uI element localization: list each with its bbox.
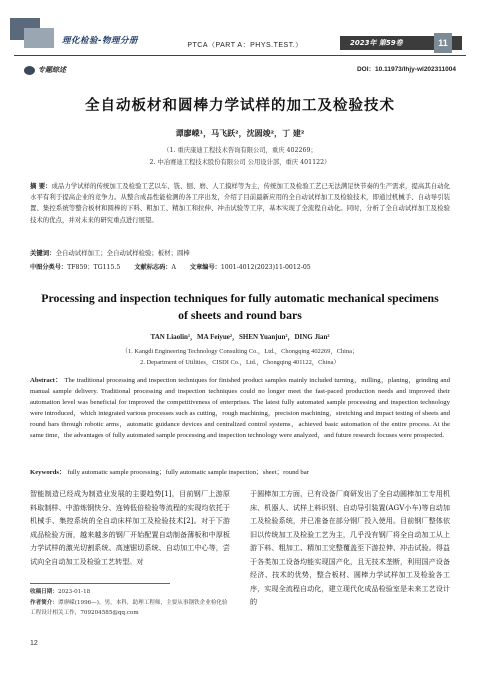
- document-code-value: A: [171, 264, 176, 271]
- received-label: 收稿日期：: [30, 589, 58, 595]
- issue-number: 11: [434, 33, 452, 53]
- body-column-left: 智能制造已经成为制造业发展的主要趋势[1]，目前钢厂上游原料取制样、中游炼钢快分、连铸低倍检验等流程的实现均依托于机械手、集控系统的全自动床样加工及检验技术[2]。对于下游成品检验方面，越来越多的钢厂开始配置自动制备薄板和中厚板力学试样的激光切割系统、高速锯切系统、自动加工中心等，尝试向全自动加工及检验工艺转型。对: [30, 489, 230, 566]
- article-number-label: 文章编号：: [189, 264, 221, 271]
- author-bio-text: 谭廖嵘(1996—)，男，本科，助理工程师，主要从事钢铁企业检化验工程设计相关工作，709204585@qq.com: [30, 600, 228, 616]
- chinese-abstract: [30, 181, 450, 226]
- chinese-abstract-label: 摘 要：: [30, 182, 52, 190]
- chinese-abstract-text: 成品力学试样的传统加工及检验工艺以车、铣、刨、磨、人工摸样等为主，传统加工及检验工艺已无法满足快节奏的生产需求，提高其自动化水平有利于提高企业的竞争力。从整合成品性能检测的各工序出发，介绍了目前最新应用的全自动试样加工及检验技术，即通过机械手、自动导引装置、集控系统等整合板材和圆棒的下料、粗加工、精加工和拉伸、冲击试验等工序，基本实现了全流程自动化。同时，分析了全自动试样加工及检验技术的优点，并对未来的研究重点进行展望。: [30, 182, 450, 224]
- journal-header: [0, 0, 480, 56]
- body-column-right: 于圆棒加工方面，已有设备厂商研发出了全自动圆棒加工专用机床、机器人、试样上料识别、自动导引装置(AGV小车)等自动加工及检验系统，并已准备在部分钢厂投入使用。目前钢厂整体依旧以传统加工及检验工艺为主，几乎没有钢厂将全自动加工从上游下料、粗加工、精加工完整覆盖至下游拉伸、冲击试验。得益于各类加工设备均能实现国产化，且无技术垄断，利用国产设备经济、技术的优势，整合板材、圆棒力学试样加工及检验各工序，实现全流程自动化，建立现代化成品检验室是未来工艺设计的: [250, 489, 450, 606]
- doi: DOI：10.11973/lhjy-wl202311004: [356, 66, 456, 73]
- chinese-authors: 谭廖嵘¹，马飞跃²，沈圆竣²，丁 建²: [175, 129, 305, 138]
- chinese-keywords: [30, 248, 450, 257]
- section-tag: [24, 64, 66, 76]
- classification-label: 中图分类号：: [30, 264, 68, 271]
- english-abstract: [30, 376, 450, 441]
- header-divider: [14, 55, 466, 56]
- document-code-label: 文献标志码：: [134, 264, 172, 271]
- section-bullet-icon: [24, 66, 35, 75]
- english-keywords-label: Keywords：: [30, 469, 66, 476]
- article-number-value: 1001-4012(2023)11-0012-05: [220, 264, 311, 271]
- classification-row: [30, 262, 450, 271]
- classification-value: TF859；TG115.5: [67, 264, 121, 271]
- english-affiliation-1: （1. Kangdi Engineering Technology Consulting Co.，Ltd.，Chongqing 402269，China；: [121, 348, 359, 355]
- section-tag-label: 专题综述: [38, 66, 66, 74]
- received-date: [30, 587, 230, 597]
- english-keywords-text: fully automatic sample processing；fully automatic sample inspection；sheet；round bar: [67, 469, 309, 476]
- english-affiliation-2: 2. Department of Utilities，CISDI Co.，Ltd.，Chongqing 401122，China）: [140, 359, 340, 366]
- chinese-title: 全自动板材和圆棒力学试样的加工及检验技术: [85, 98, 395, 114]
- issue-label: 2023年 第59卷: [340, 36, 462, 50]
- journal-name: 理化检验-物理分册: [62, 36, 139, 46]
- chinese-affiliation-2: 2. 中冶赛迪工程技术股份有限公司 公用设计部，重庆 401122）: [149, 159, 331, 166]
- document-code: [134, 262, 176, 271]
- footnote-divider: [30, 583, 170, 584]
- chinese-keywords-text: 全自动试样加工；全自动试样检验；板材；圆棒: [55, 249, 190, 257]
- journal-english-name: PTCA（PART A：PHYS.TEST.）: [187, 42, 303, 49]
- author-bio: [30, 598, 230, 618]
- author-bio-label: 作者简介：: [30, 600, 58, 606]
- received-value: 2023-01-18: [57, 589, 91, 595]
- english-abstract-text: The traditional processing and inspection techniques for finished product samples mainly included turning，milling，planing，grinding and manual sample delivery. Traditional processing and inspection techniques could no longer meet the fast-paced production needs and improved their automation level was beneficial for improved the competitiveness of enterprises. The latest fully automated sample processing and inspection technology were introduced，which integrated various processes such as cutting，rough machining，precision machining，stretching and impact testing of sheets and round bars through robotic arms，automatic guidance devices and centralized control systems，achieved basic automation of the entire process. At the same time，the advantages of fully automated sample processing and inspection technology were analyzed，and future research focuses were prospected.: [30, 377, 450, 439]
- article-number: [190, 262, 311, 271]
- english-keywords: [30, 466, 450, 476]
- english-authors: TAN Liaolin¹，MA Feiyue²，SHEN Yuanjun²，DING Jian²: [150, 333, 330, 341]
- journal-logo: [10, 18, 56, 48]
- classification-number: [30, 262, 120, 271]
- chinese-keywords-label: 关键词：: [30, 249, 56, 257]
- english-title: Processing and inspection techniques for fully automatic mechanical specimens of sheets and round bars: [41, 291, 439, 322]
- english-abstract-label: Abstract：: [30, 377, 63, 384]
- chinese-affiliation-1: （1. 重庆康迪工程技术咨询有限公司，重庆 402269；: [163, 147, 317, 154]
- page-number: 12: [30, 640, 38, 647]
